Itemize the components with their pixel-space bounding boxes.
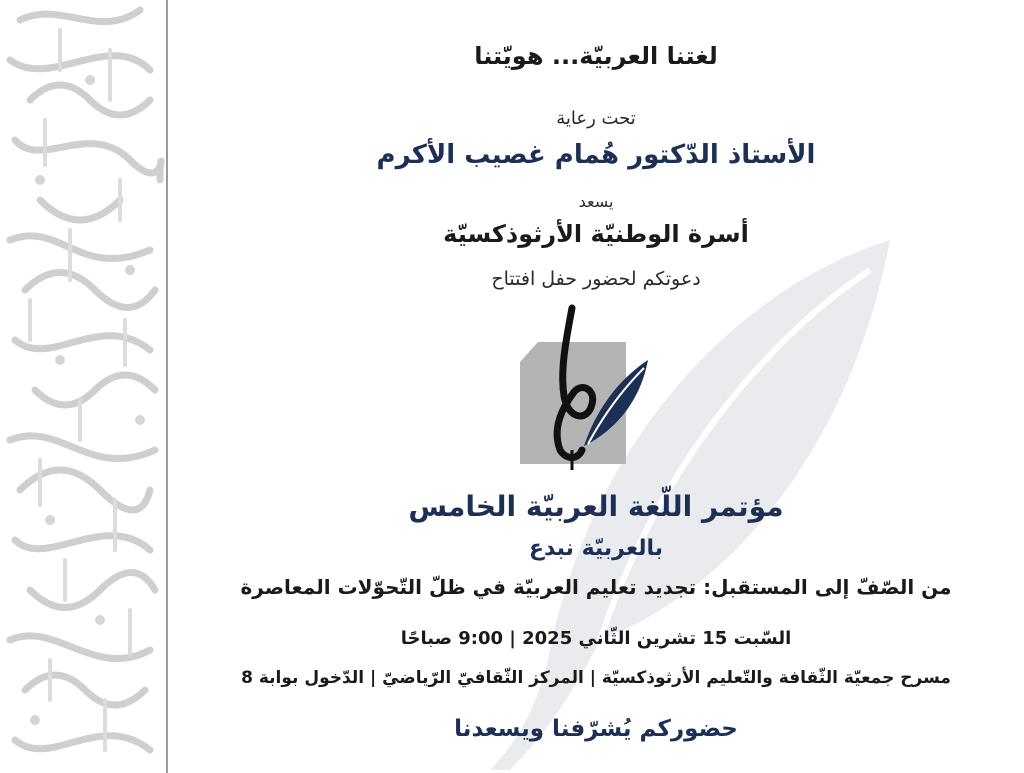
calligraphy-border bbox=[0, 0, 168, 773]
conference-theme: من الصّفّ إلى المستقبل: تجديد تعليم العربيّة في ظلّ التّحوّلات المعاصرة bbox=[240, 575, 952, 599]
calligraphy-pattern-icon bbox=[0, 0, 168, 773]
organization-name: أسرة الوطنيّة الأرثوذكسيّة bbox=[443, 220, 749, 248]
pleased-label: يسعد bbox=[578, 192, 614, 211]
quill-pen-logo-icon bbox=[508, 300, 658, 476]
patronage-label: تحت رعاية bbox=[556, 108, 636, 129]
slogan: لغتنا العربيّة... هويّتنا bbox=[474, 42, 718, 70]
invitation-content bbox=[168, 0, 1024, 773]
patron-name: الأستاذ الدّكتور هُمام غصيب الأكرم bbox=[376, 140, 816, 170]
conference-motto: بالعربيّة نبدع bbox=[528, 536, 664, 561]
invite-text: دعوتكم لحضور حفل افتتاح bbox=[491, 268, 701, 290]
conference-title: مؤتمر اللّغة العربيّة الخامس bbox=[408, 490, 784, 523]
event-date-time: السّبت 15 تشرين الثّاني 2025 | 9:00 صباحًا bbox=[400, 628, 792, 649]
event-venue: مسرح جمعيّة الثّقافة والتّعليم الأرثوذكسيّة | المركز الثّقافيّ الرّياضيّ | الدّخول بوابة 8 bbox=[241, 668, 951, 688]
closing-line: حضوركم يُشرّفنا ويسعدنا bbox=[454, 716, 738, 742]
